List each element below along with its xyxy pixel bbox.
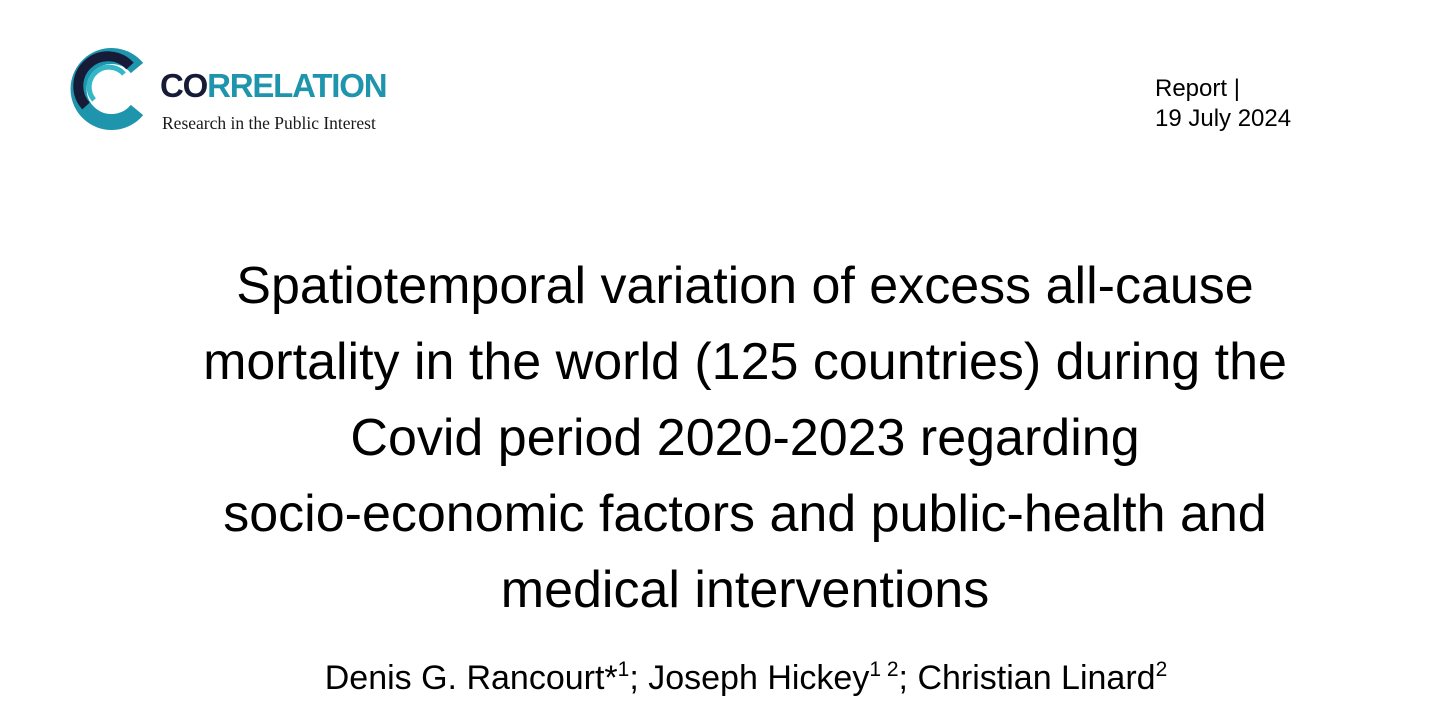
correlation-logo	[64, 44, 424, 136]
author-affiliation: 2	[1155, 658, 1168, 681]
report-title	[100, 248, 1390, 628]
author-separator: ;	[629, 659, 649, 697]
logo-wordmark-rrelation: RRELATION	[207, 67, 387, 104]
author-list	[100, 656, 1392, 700]
title-line: socio-economic factors and public-health and	[223, 485, 1267, 543]
logo-wordmark	[160, 68, 386, 104]
title-line: medical interventions	[500, 561, 990, 619]
logo-wordmark-co: CO	[160, 67, 208, 104]
report-date: 19 July 2024	[1155, 105, 1292, 132]
report-label: Report |	[1155, 75, 1240, 102]
author-name: Denis G. Rancourt*	[324, 659, 618, 697]
title-line: mortality in the world (125 countries) during the	[203, 333, 1287, 391]
title-line: Spatiotemporal variation of excess all-cause	[236, 257, 1254, 315]
author-separator: ;	[898, 659, 918, 697]
correlation-c-icon	[64, 44, 154, 134]
logo-tagline: Research in the Public Interest	[162, 113, 376, 133]
author-name: Christian Linard	[917, 659, 1156, 697]
author-affiliation: 1 2	[869, 658, 899, 681]
title-line: Covid period 2020-2023 regarding	[350, 409, 1140, 467]
report-meta	[1155, 74, 1291, 134]
author-affiliation: 1	[617, 658, 630, 681]
author-name: Joseph Hickey	[648, 659, 870, 697]
